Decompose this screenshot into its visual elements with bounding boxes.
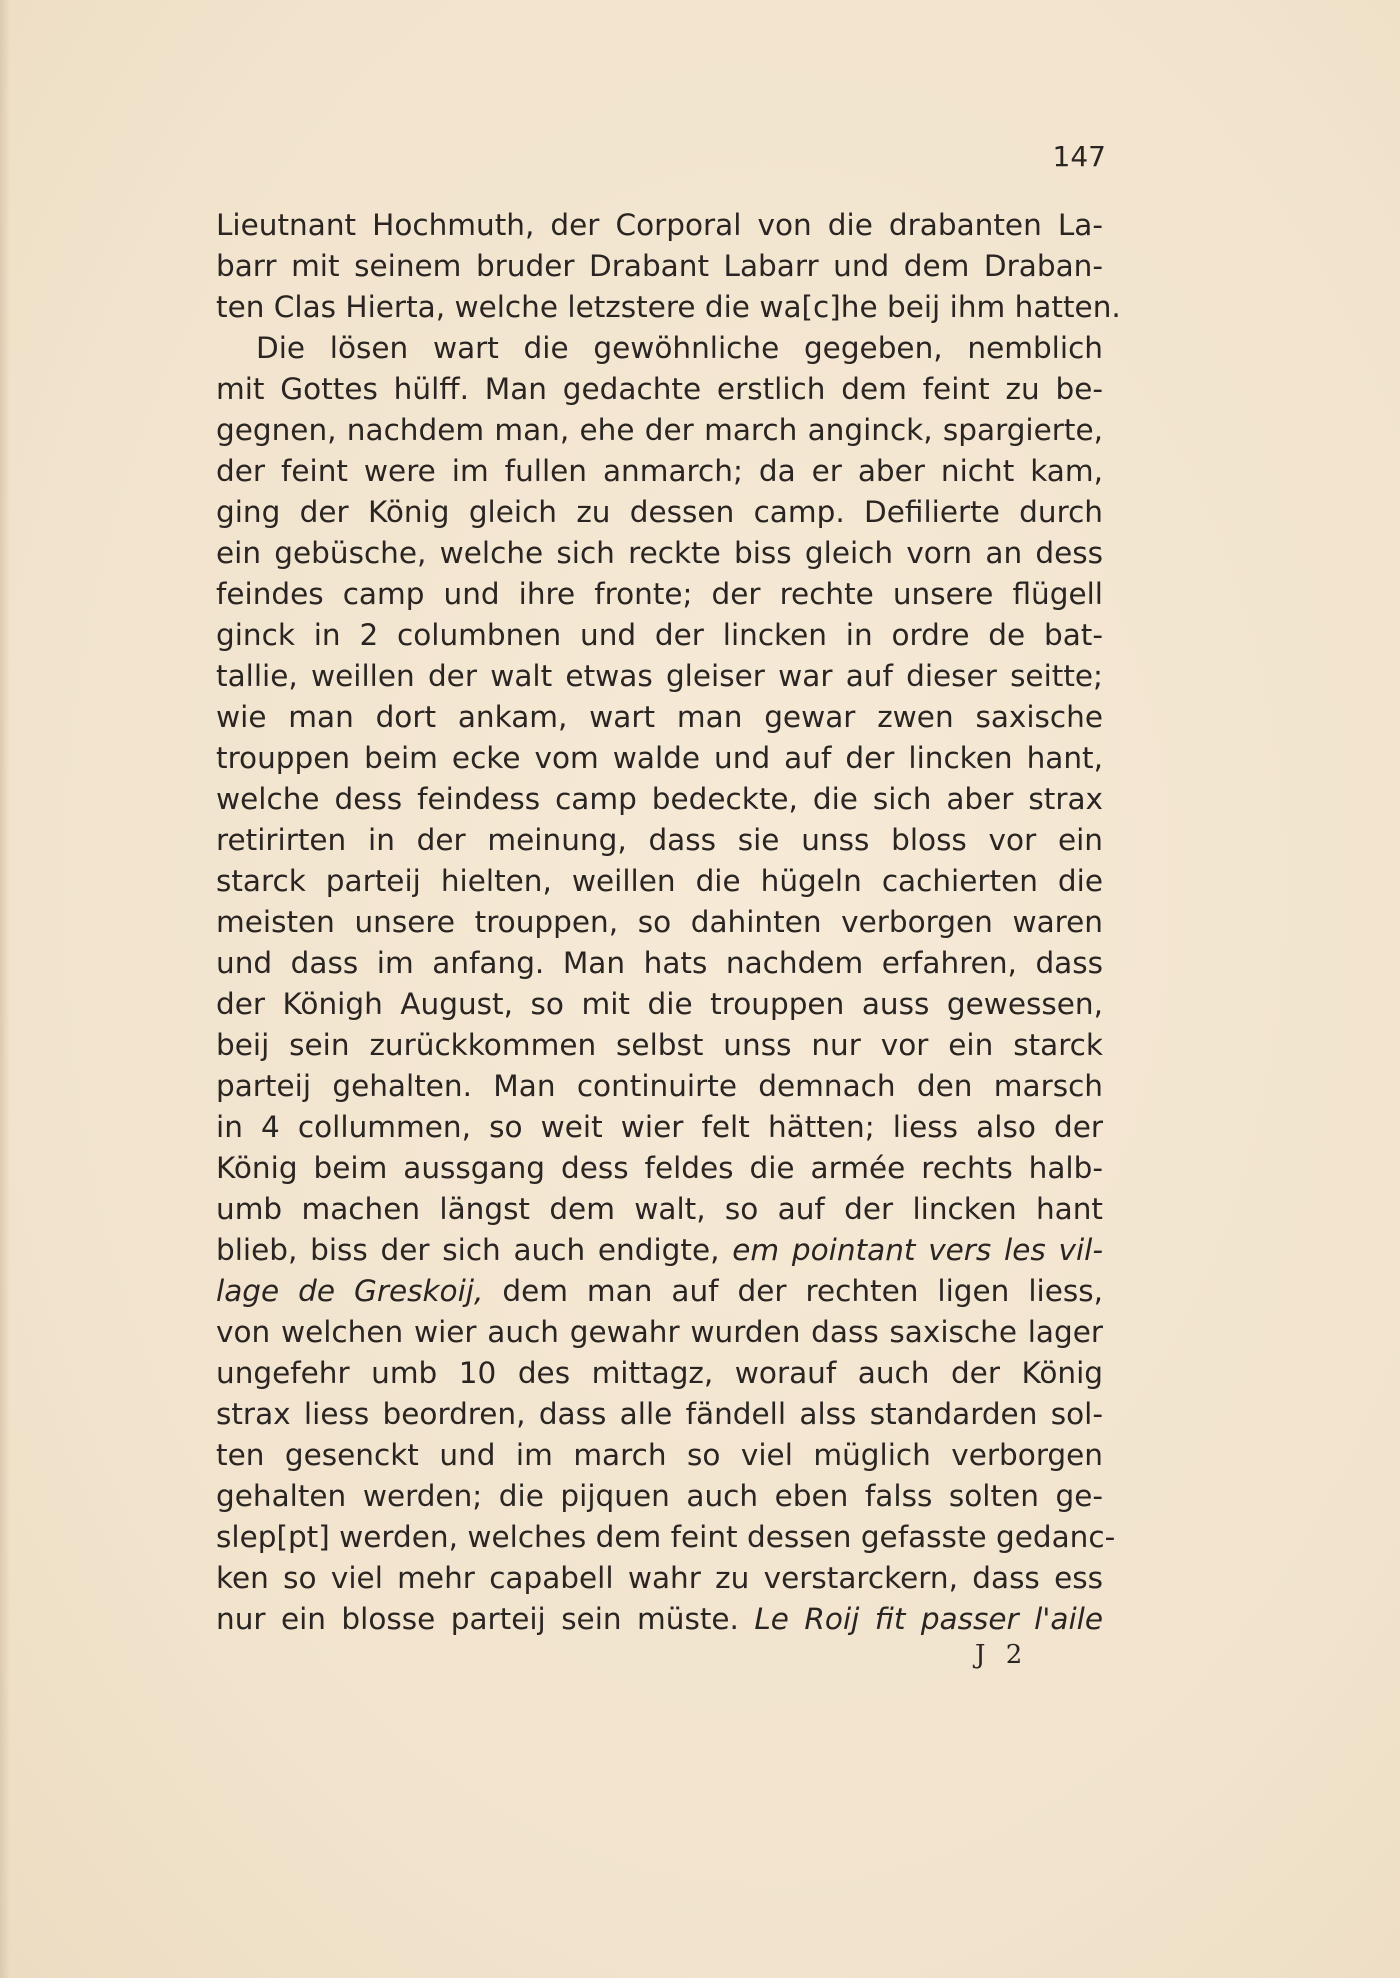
text-line: der feint were im fullen anmarch; da er aber nicht kam, (216, 454, 1103, 488)
signature-mark: J 2 (975, 1640, 1029, 1670)
text-line: trouppen beim ecke vom walde und auf der lincken hant, (216, 741, 1103, 775)
italic-phrase: em pointant vers les vil- (732, 1233, 1103, 1267)
page-edge (0, 0, 10, 1978)
text-line: gehalten werden; die pijquen auch eben falss solten ge- (216, 1479, 1103, 1513)
text-line: welche dess feindess camp bedeckte, die sich aber strax (216, 782, 1103, 816)
body-text (216, 205, 1121, 1640)
text-line: nur ein blosse parteij sein müste. Le Roij fit passer l'aile (216, 1602, 1103, 1636)
italic-phrase: lage de Greskoij, (216, 1274, 484, 1308)
text-line: barr mit seinem bruder Drabant Labarr und dem Draban- (216, 249, 1103, 283)
text-line: ging der König gleich zu dessen camp. Defilierte durch (216, 495, 1103, 529)
text-line: Die lösen wart die gewöhnliche gegeben, nemblich (256, 331, 1103, 365)
text-line: mit Gottes hülff. Man gedachte erstlich dem feint zu be- (216, 372, 1103, 406)
text-line: ten Clas Hierta, welche letzstere die wa[c]he beij ihm hatten. (216, 290, 1121, 324)
text-line: strax liess beordren, dass alle fändell alss standarden sol- (216, 1397, 1103, 1431)
text-line: tallie, weillen der walt etwas gleiser war auf dieser seitte; (216, 659, 1103, 693)
text-line: parteij gehalten. Man continuirte demnach den marsch (216, 1069, 1103, 1103)
text-line: und dass im anfang. Man hats nachdem erfahren, dass (216, 946, 1103, 980)
text-line: slep[pt] werden, welches dem feint dessen gefasste gedanc- (216, 1520, 1116, 1554)
text-line: ungefehr umb 10 des mittagz, worauf auch der König (216, 1356, 1103, 1390)
text-line: umb machen längst dem walt, so auf der lincken hant (216, 1192, 1103, 1226)
text-line: der Königh August, so mit die trouppen auss gewessen, (216, 987, 1103, 1021)
text-line: beij sein zurückkommen selbst unss nur vor ein starck (216, 1028, 1103, 1062)
text-line: meisten unsere trouppen, so dahinten verborgen waren (216, 905, 1103, 939)
text-line: retirirten in der meinung, dass sie unss bloss vor ein (216, 823, 1103, 857)
page-number: 147 (1052, 140, 1106, 173)
text-line: starck parteij hielten, weillen die hügeln cachierten die (216, 864, 1103, 898)
text-line: gegnen, nachdem man, ehe der march anginck, spargierte, (216, 413, 1103, 447)
text-line: ken so viel mehr capabell wahr zu verstarckern, dass ess (216, 1561, 1103, 1595)
text-line: von welchen wier auch gewahr wurden dass saxische lager (216, 1315, 1103, 1349)
text-line: in 4 collummen, so weit wier felt hätten; liess also der (216, 1110, 1103, 1144)
text-line: blieb, biss der sich auch endigte, em pointant vers les vil- (216, 1233, 1103, 1267)
text-line: Lieutnant Hochmuth, der Corporal von die drabanten La- (216, 208, 1103, 242)
text-line: ein gebüsche, welche sich reckte biss gleich vorn an dess (216, 536, 1103, 570)
italic-phrase: Le Roij fit passer l'aile (754, 1602, 1103, 1636)
text-line: König beim aussgang dess feldes die armée rechts halb- (216, 1151, 1103, 1185)
text-line: ginck in 2 columbnen und der lincken in ordre de bat- (216, 618, 1103, 652)
text-line: feindes camp und ihre fronte; der rechte unsere flügell (216, 577, 1103, 611)
text-line: ten gesenckt und im march so viel müglich verborgen (216, 1438, 1103, 1472)
text-line: wie man dort ankam, wart man gewar zwen saxische (216, 700, 1103, 734)
text-line: lage de Greskoij, dem man auf der rechten ligen liess, (216, 1274, 1104, 1308)
